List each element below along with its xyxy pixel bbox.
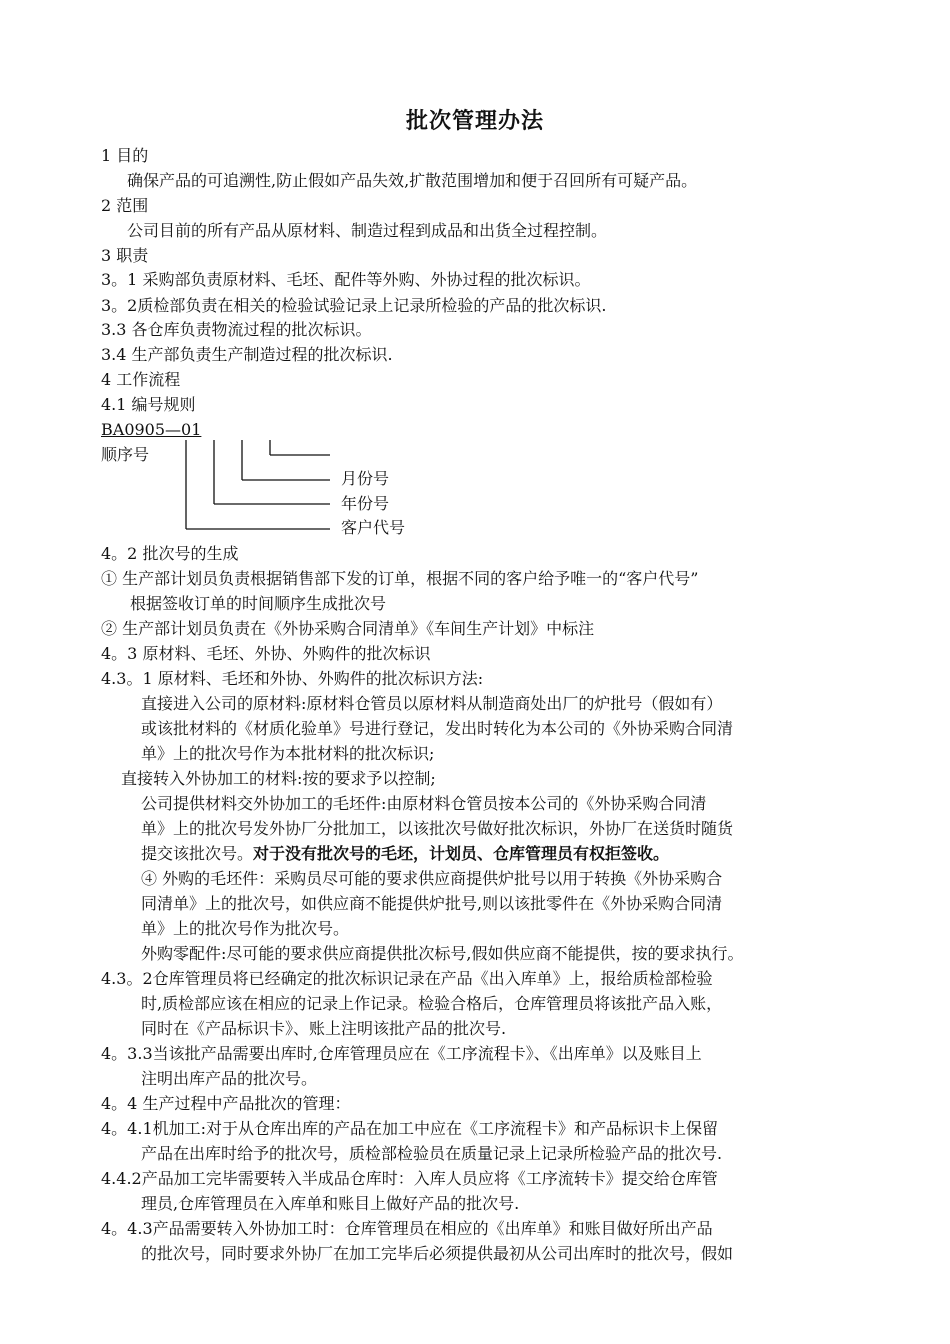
section-4-2-item-1: ① 生产部计划员负责根据销售部下发的订单，根据不同的客户给予唯一的“客户代号” bbox=[101, 569, 699, 588]
section-4-2-item-2: ② 生产部计划员负责在《外协采购合同清单》《车间生产计划》中标注 bbox=[101, 619, 595, 638]
section-3-2: 3。2质检部负责在相关的检验试验记录上记录所检验的产品的批次标识. bbox=[101, 296, 607, 315]
purchased-blank-line-2: 同清单》上的批次号，如供应商不能提供炉批号,则以该批零件在《外协采购合同清 bbox=[141, 894, 723, 913]
year-label: 年份号 bbox=[341, 494, 390, 513]
section-4-4-3-line-1: 4。4.3产品需要转入外协加工时：仓库管理员在相应的《出库单》和账目做好所出产品 bbox=[101, 1219, 713, 1238]
section-4-3-3-line-2: 注明出库产品的批次号。 bbox=[141, 1069, 318, 1088]
document-title: 批次管理办法 bbox=[405, 108, 544, 134]
section-3-3: 3.3 各仓库负责物流过程的批次标识。 bbox=[101, 320, 372, 339]
blank-parts-line-3 bbox=[141, 842, 669, 866]
blank-parts-text: 提交该批次号。 bbox=[141, 844, 254, 863]
batch-code-prefix: BA0905— bbox=[101, 420, 182, 439]
section-4-3-2-line-1: 4.3。2仓库管理员将已经确定的批次标识记录在产品《出入库单》上，报给质检部检验 bbox=[101, 969, 713, 988]
blank-parts-line-1: 公司提供材料交外协加工的毛坯件:由原材料仓管员按本公司的《外协采购合同清 bbox=[141, 794, 707, 813]
raw-material-line-1: 直接进入公司的原材料:原材料仓管员以原材料从制造商处出厂的炉批号（假如有） bbox=[141, 694, 723, 713]
section-3-1: 3。1 采购部负责原材料、毛坯、配件等外购、外协过程的批次标识。 bbox=[101, 270, 591, 289]
batch-code-seq: 01 bbox=[181, 420, 202, 439]
section-4-3-1: 4.3。1 原材料、毛坯和外协、外购件的批次标识方法: bbox=[101, 669, 484, 688]
section-4-4: 4。4 生产过程中产品批次的管理： bbox=[101, 1094, 351, 1113]
section-3-heading: 3 职责 bbox=[101, 246, 149, 265]
section-4-4-2-line-2: 理员,仓库管理员在入库单和账目上做好产品的批次号. bbox=[141, 1194, 520, 1213]
section-4-heading: 4 工作流程 bbox=[101, 370, 181, 389]
section-4-4-1-line-2: 产品在出库时给予的批次号，质检部检验员在质量记录上记录所检验产品的批次号. bbox=[141, 1144, 723, 1163]
outsourced-material-line: 直接转入外协加工的材料:按的要求予以控制; bbox=[121, 769, 436, 788]
section-3-4: 3.4 生产部负责生产制造过程的批次标识. bbox=[101, 345, 393, 364]
batch-code-example bbox=[101, 418, 201, 442]
section-4-3: 4。3 原材料、毛坯、外协、外购件的批次标识 bbox=[101, 644, 431, 663]
section-4-1: 4.1 编号规则 bbox=[101, 395, 196, 414]
section-4-2-item-1-cont: 根据签收订单的时间顺序生成批次号 bbox=[130, 594, 387, 613]
sequence-label: 顺序号 bbox=[101, 445, 150, 464]
section-4-2: 4。2 批次号的生成 bbox=[101, 544, 239, 563]
section-4-4-3-line-2: 的批次号，同时要求外协厂在加工完毕后必须提供最初从公司出库时的批次号，假如 bbox=[141, 1244, 734, 1263]
blank-parts-line-2: 单》上的批次号发外协厂分批加工，以该批次号做好批次标识，外协厂在送货时随货 bbox=[141, 819, 734, 838]
purchased-blank-line-1: ④ 外购的毛坯件：采购员尽可能的要求供应商提供炉批号以用于转换《外协采购合 bbox=[141, 869, 723, 888]
customer-code-label: 客户代号 bbox=[341, 518, 406, 537]
month-label: 月份号 bbox=[341, 469, 390, 488]
section-1-text: 确保产品的可追溯性,防止假如产品失效,扩散范围增加和便于召回所有可疑产品。 bbox=[127, 171, 698, 190]
raw-material-line-2: 或该批材料的《材质化验单》号进行登记，发出时转化为本公司的《外协采购合同清 bbox=[141, 719, 734, 738]
section-4-3-2-line-2: 时,质检部应该在相应的记录上作记录。检验合格后，仓库管理员将该批产品入账， bbox=[141, 994, 723, 1013]
raw-material-line-3: 单》上的批次号作为本批材料的批次标识; bbox=[141, 744, 435, 763]
purchased-parts-line: 外购零配件:尽可能的要求供应商提供批次标号,假如供应商不能提供，按的要求执行。 bbox=[141, 944, 744, 963]
section-2-text: 公司目前的所有产品从原材料、制造过程到成品和出货全过程控制。 bbox=[127, 221, 608, 240]
section-4-4-2-line-1: 4.4.2产品加工完毕需要转入半成品仓库时：入库人员应将《工序流转卡》提交给仓库管 bbox=[101, 1169, 718, 1188]
section-2-heading: 2 范围 bbox=[101, 196, 149, 215]
section-4-3-2-line-3: 同时在《产品标识卡》、账上注明该批产品的批次号. bbox=[141, 1019, 507, 1038]
section-1-heading: 1 目的 bbox=[101, 146, 149, 165]
section-4-4-1-line-1: 4。4.1机加工:对于从仓库出库的产品在加工中应在《工序流程卡》和产品标识卡上保留 bbox=[101, 1119, 719, 1138]
reject-notice: 对于没有批次号的毛坯，计划员、仓库管理员有权拒签收。 bbox=[253, 844, 670, 863]
purchased-blank-line-3: 单》上的批次号作为批次号。 bbox=[141, 919, 350, 938]
section-4-3-3-line-1: 4。3.3当该批产品需要出库时,仓库管理员应在《工序流程卡》、《出库单》以及账目上 bbox=[101, 1044, 702, 1063]
